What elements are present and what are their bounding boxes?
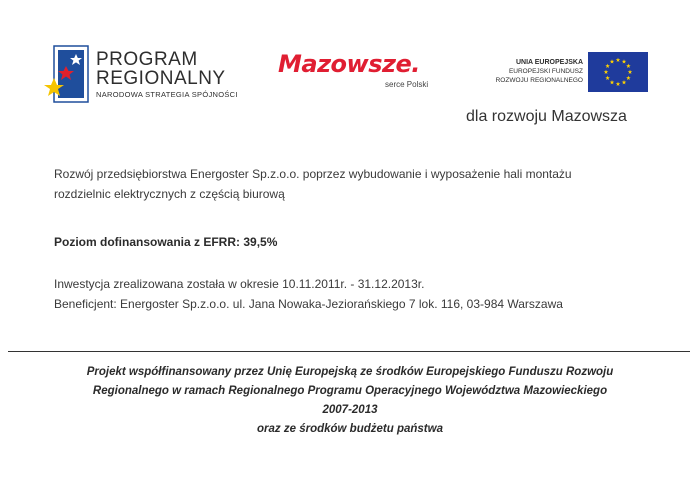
eu-line2: EUROPEJSKI FUNDUSZ (508, 68, 583, 75)
eu-star (616, 82, 621, 86)
eu-star (610, 80, 615, 84)
eu-star (605, 76, 610, 80)
project-description-line2: rozdzielnic elektrycznych z częścią biurową (54, 187, 285, 201)
program-title-line2: REGIONALNY (96, 68, 226, 89)
footer-line3: 2007-2013 (322, 404, 378, 416)
program-subtitle: NARODOWA STRATEGIA SPÓJNOŚCI (96, 90, 238, 99)
eu-star (616, 58, 621, 62)
divider (8, 351, 690, 352)
eu-star (628, 70, 633, 74)
eu-stars (588, 52, 648, 92)
eu-star (605, 64, 610, 68)
mazowsze-wordmark: Mazowsze. (278, 50, 420, 78)
project-description (54, 164, 674, 204)
project-description-line1: Rozwój przedsiębiorstwa Energoster Sp.z.o.o. poprzez wybudowanie i wyposażenie hali montażu (54, 167, 572, 181)
eu-star (626, 64, 631, 68)
footer-line1: Projekt współfinansowany przez Unię Europejską ze środków Europejskiego Funduszu Rozwoju (86, 366, 614, 378)
star-flag-icon (44, 44, 94, 106)
eu-flag-icon (588, 52, 648, 92)
beneficiary: Beneficjent: Energoster Sp.z.o.o. ul. Jana Nowaka-Jeziorańskiego 7 lok. 116, 03-984 Warszawa (54, 297, 563, 311)
eu-line3: ROZWOJU REGIONALNEGO (495, 77, 583, 84)
footer-line2: Regionalnego w ramach Regionalnego Programu Operacyjnego Województwa Mazowieckiego (92, 385, 608, 397)
eu-star (604, 70, 609, 74)
cofinancing-note (20, 363, 680, 439)
footer-line4: oraz ze środków budżetu państwa (257, 423, 443, 435)
mazowsze-logo (278, 50, 448, 100)
mazowsze-tagline: serce Polski (385, 80, 429, 89)
slogan: dla rozwoju Mazowsza (466, 108, 627, 125)
investment-period: Inwestycja zrealizowana została w okresie 10.11.2011r. - 31.12.2013r. (54, 277, 425, 291)
eu-star (626, 76, 631, 80)
eu-line1: UNIA EUROPEJSKA (515, 59, 583, 66)
program-title-line1: PROGRAM (96, 49, 198, 70)
eu-star (622, 80, 627, 84)
program-regionalny-text (96, 50, 238, 100)
funding-level: Poziom dofinansowania z EFRR: 39,5% (54, 235, 278, 249)
eu-star (610, 59, 615, 63)
eu-star (622, 59, 627, 63)
eu-logo-text (470, 58, 583, 85)
